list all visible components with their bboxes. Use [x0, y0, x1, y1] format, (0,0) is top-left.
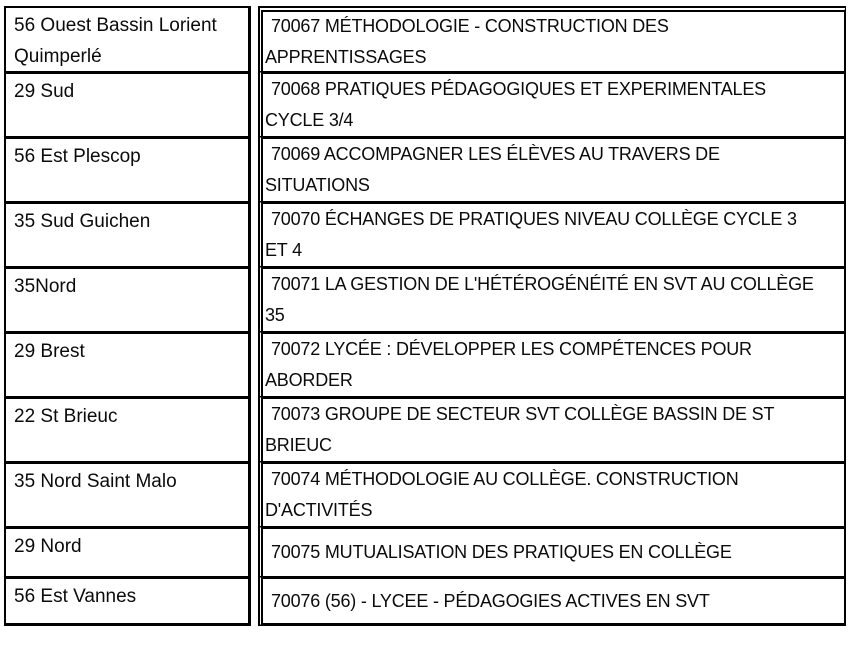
table-row: [4, 6, 846, 71]
table-row: [4, 576, 846, 626]
zone-text: Quimperlé: [14, 46, 102, 67]
zone-text: 56 Ouest Bassin Lorient: [14, 15, 217, 36]
course-text: 35: [265, 305, 285, 325]
course-table: [4, 6, 846, 626]
zone-cell: [4, 576, 251, 626]
table-row: [4, 461, 846, 526]
course-text: 70067 MÉTHODOLOGIE - CONSTRUCTION DES: [271, 15, 669, 36]
zone-cell: [4, 331, 251, 396]
table-row: [4, 266, 846, 331]
table-row: [4, 71, 846, 136]
zone-text: 35Nord: [14, 276, 77, 297]
zone-text: 35 Sud Guichen: [14, 211, 151, 232]
zone-text: 35 Nord Saint Malo: [14, 471, 177, 492]
course-text: BRIEUC: [265, 435, 332, 455]
zone-text: 29 Brest: [14, 341, 85, 362]
table-row: [4, 396, 846, 461]
zone-text: 56 Est Plescop: [14, 146, 141, 167]
table-row: [4, 526, 846, 576]
zone-cell: [4, 201, 251, 266]
course-text: 70075 MUTUALISATION DES PRATIQUES EN COLLÈGE: [271, 542, 732, 562]
course-text: ABORDER: [265, 370, 353, 390]
zone-cell: [4, 396, 251, 461]
zone-cell: [4, 6, 251, 71]
course-text: 70068 PRATIQUES PÉDAGOGIQUES ET EXPERIMENTALES: [271, 79, 766, 99]
course-cell: [258, 6, 846, 71]
course-table-page: [0, 6, 852, 649]
course-cell: [258, 576, 846, 626]
zone-cell: [4, 71, 251, 136]
table-row: [4, 331, 846, 396]
course-cell: [258, 396, 846, 461]
course-text: D'ACTIVITÉS: [265, 500, 373, 520]
course-cell: [258, 201, 846, 266]
zone-text: 29 Nord: [14, 536, 82, 557]
course-cell: [258, 266, 846, 331]
zone-cell: [4, 526, 251, 576]
zone-text: 22 St Brieuc: [14, 406, 118, 427]
course-text: 70072 LYCÉE : DÉVELOPPER LES COMPÉTENCES POUR: [271, 339, 752, 359]
course-cell: [258, 331, 846, 396]
course-text: 70069 ACCOMPAGNER LES ÉLÈVES AU TRAVERS DE: [271, 144, 720, 164]
course-cell: [258, 136, 846, 201]
course-text: APPRENTISSAGES: [265, 46, 427, 67]
course-text: 70076 (56) - LYCEE - PÉDAGOGIES ACTIVES EN SVT: [271, 590, 710, 611]
table-row: [4, 201, 846, 266]
course-text: 70074 MÉTHODOLOGIE AU COLLÈGE. CONSTRUCTION: [271, 469, 739, 489]
course-cell: [258, 71, 846, 136]
course-cell: [258, 461, 846, 526]
course-text: SITUATIONS: [265, 175, 370, 195]
zone-cell: [4, 266, 251, 331]
zone-text: 29 Sud: [14, 81, 75, 102]
course-text: 70070 ÉCHANGES DE PRATIQUES NIVEAU COLLÈGE CYCLE 3: [271, 209, 797, 229]
zone-cell: [4, 136, 251, 201]
course-cell: [258, 526, 846, 576]
zone-cell: [4, 461, 251, 526]
course-text: 70071 LA GESTION DE L'HÉTÉROGÉNÉITÉ EN SVT AU COLLÈGE: [271, 274, 814, 294]
course-text: 70073 GROUPE DE SECTEUR SVT COLLÈGE BASSIN DE ST: [271, 404, 775, 424]
course-text: CYCLE 3/4: [265, 110, 354, 130]
zone-text: 56 Est Vannes: [14, 586, 137, 607]
course-text: ET 4: [265, 240, 302, 260]
table-row: [4, 136, 846, 201]
